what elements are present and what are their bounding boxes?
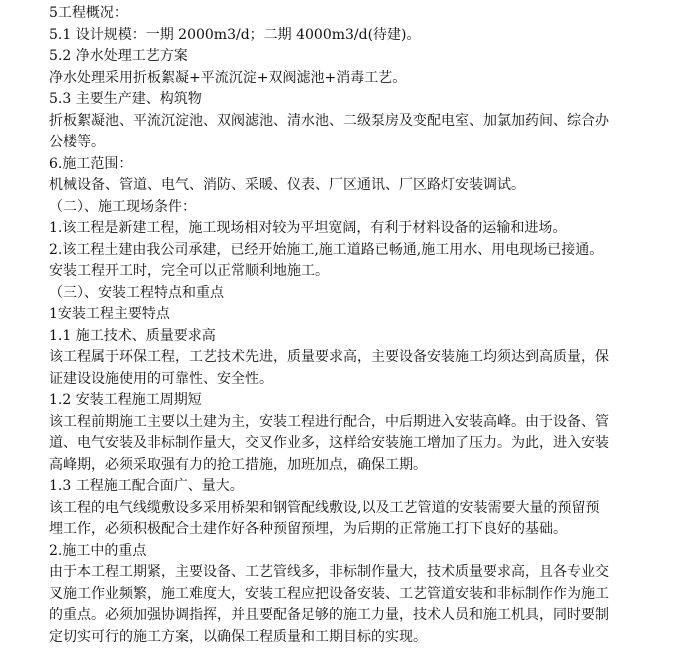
- key-points-text-4: 定切实可行的施工方案，以确保工程质量和工期目标的实现。: [49, 628, 427, 645]
- heading-quality-requirements: 1.1 施工技术、质量要求高: [49, 327, 216, 344]
- heading-process-plan: 5.2 净水处理工艺方案: [49, 48, 188, 64]
- heading-main-structures: 5.3 主要生产建、构筑物: [49, 91, 202, 107]
- heading-main-features: 1安装工程主要特点: [49, 306, 170, 322]
- short-period-text-2: 道、电气安装及非标制作量大，交叉作业多，这样给安装施工增加了压力。为此，进入安装: [49, 435, 609, 451]
- construction-scope-text: 机械设备、管道、电气、消防、采暖、仪表、厂区通讯、厂区路灯安装调试。: [49, 177, 525, 193]
- quality-text-1: 该工程属于环保工程，工艺技术先进，质量要求高，主要设备安装施工均须达到高质量，保: [49, 349, 609, 365]
- short-period-text-3: 高峰期，必须采取强有力的抢工措施，加班加点，确保工期。: [49, 456, 427, 473]
- key-points-text-3: 的重点。必须加强协调指挥，并且要配备足够的施工力量，技术人员和施工机具，同时要制: [49, 607, 609, 623]
- quality-text-2: 证建设设施使用的可靠性、安全性。: [49, 370, 273, 387]
- coordination-text-1: 该工程的电气线缆敷设多采用桥架和钢管配线敷设,以及工艺管道的安装需要大量的预留预: [49, 499, 600, 516]
- site-condition-2a: 2.该工程土建由我公司承建，已经开始施工,施工道路已畅通,施工用水、用电现场已接通。: [49, 241, 604, 258]
- heading-project-overview: 5工程概况：: [49, 5, 128, 21]
- heading-wide-coordination: 1.3 工程施工配合面广、量大。: [49, 478, 244, 494]
- site-condition-1: 1.该工程是新建工程，施工现场相对较为平坦宽阔，有利于材料设备的运输和进场。: [49, 220, 567, 236]
- heading-short-period: 1.2 安装工程施工周期短: [49, 392, 202, 408]
- site-condition-2b: 安装工程开工时，完全可以正常顺利地施工。: [49, 263, 329, 279]
- heading-features-key-points: （三）、安装工程特点和重点: [49, 284, 224, 301]
- heading-construction-scope: 6.施工范围：: [49, 155, 133, 172]
- main-structures-text-1: 折板絮凝池、平流沉淀池、双阀滤池、清水池、二级泵房及变配电室、加氯加药间、综合办: [49, 112, 609, 129]
- heading-site-conditions: （二）、施工现场条件：: [49, 198, 196, 215]
- design-scale-line: 5.1 设计规模：一期 2000m3/d；二期 4000m3/d(待建)。: [49, 26, 421, 43]
- main-structures-text-2: 公楼等。: [49, 134, 105, 150]
- heading-key-points: 2.施工中的重点: [49, 542, 147, 559]
- short-period-text-1: 该工程前期施工主要以土建为主，安装工程进行配合，中后期进入安装高峰。由于设备、管: [49, 413, 609, 430]
- process-plan-text: 净水处理采用折板絮凝+平流沉淀+双阀滤池+消毒工艺。: [49, 69, 407, 86]
- key-points-text-2: 叉施工作业频繁，施工难度大，安装工程应把设备安装、工艺管道安装和非标制作作为施工: [49, 585, 609, 602]
- key-points-text-1: 由于本工程工期紧，主要设备、工艺管线多，非标制作量大，技术质量要求高，且各专业交: [49, 564, 609, 580]
- coordination-text-2: 埋工作，必须积极配合土建作好各种预留预埋，为后期的正常施工打下良好的基础。: [49, 521, 567, 537]
